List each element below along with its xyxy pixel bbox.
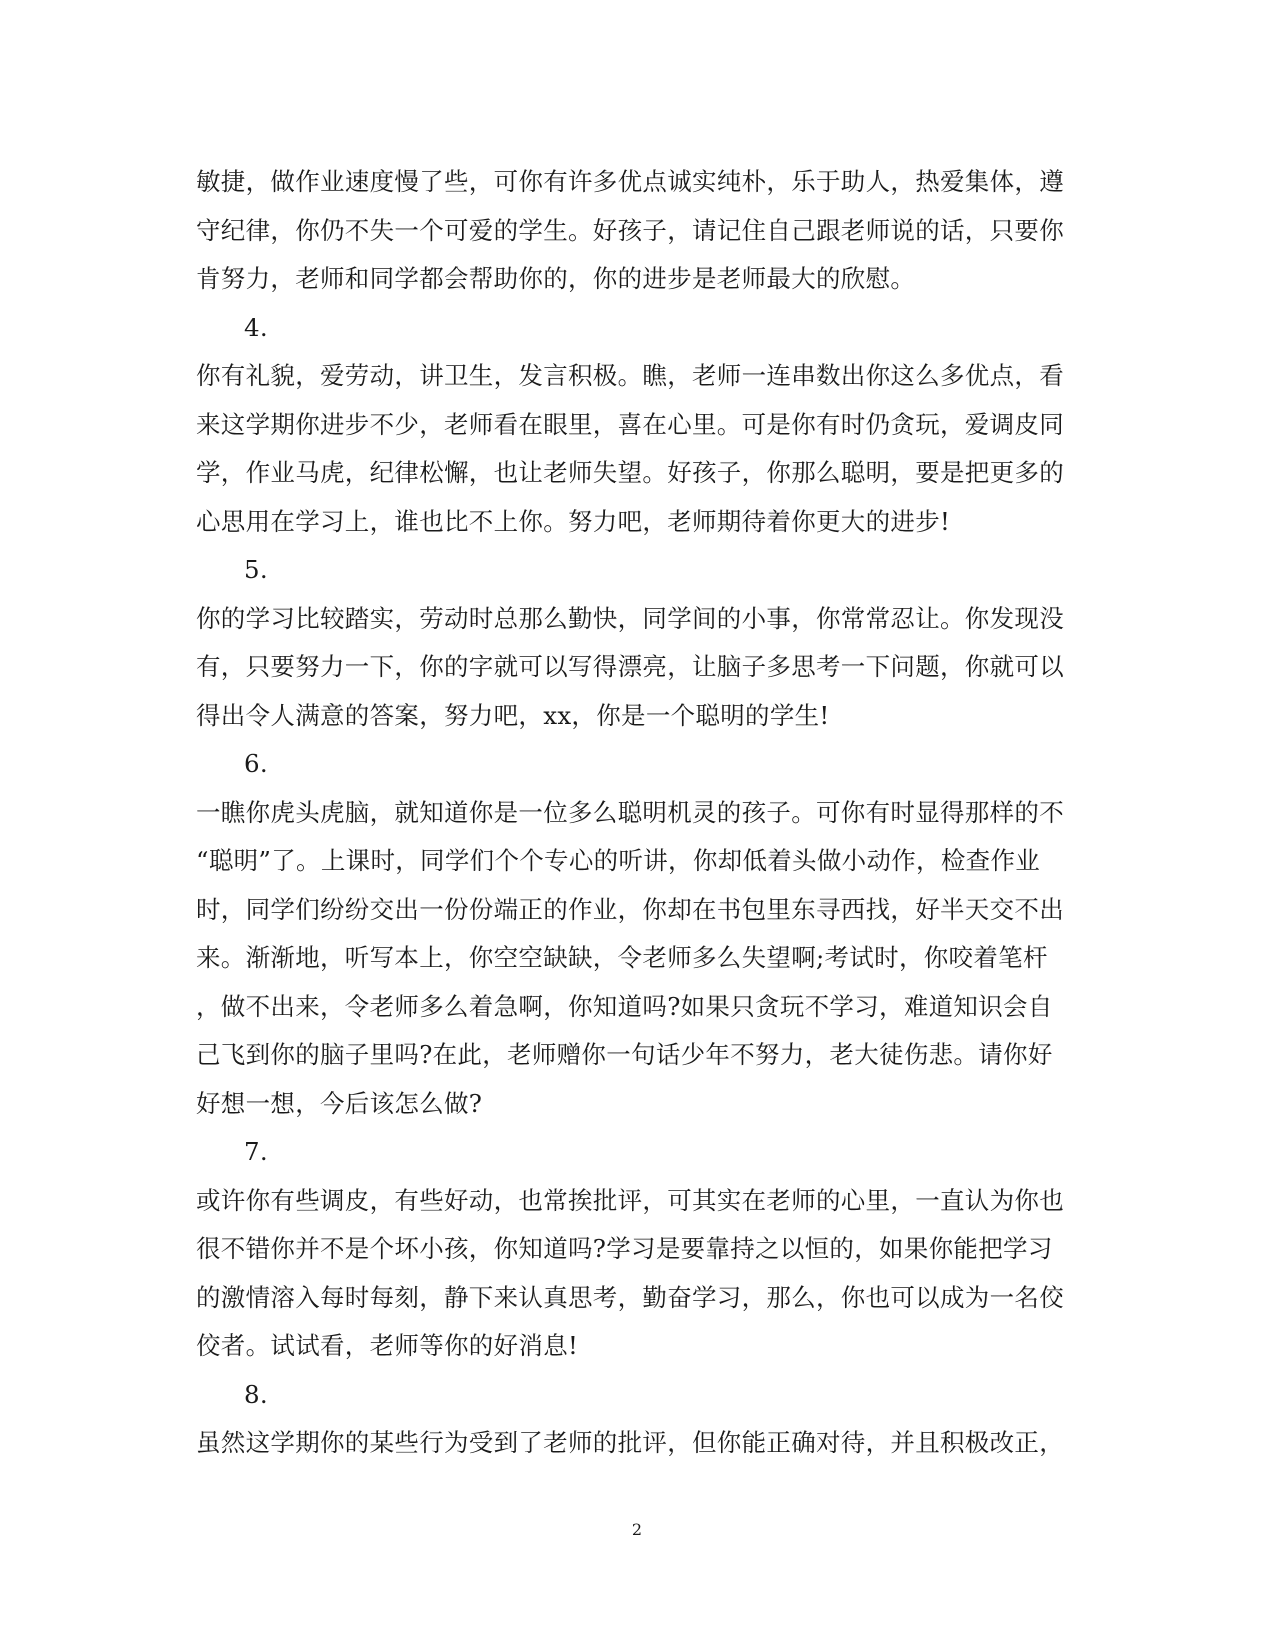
text-line: 很不错你并不是个坏小孩，你知道吗?学习是要靠持之以恒的，如果你能把学习 xyxy=(196,1234,1053,1263)
text-line: 来这学期你进步不少，老师看在眼里，喜在心里。可是你有时仍贪玩，爱调皮同 xyxy=(196,409,1064,439)
text-line: 虽然这学期你的某些行为受到了老师的批评，但你能正确对待，并且积极改正， xyxy=(196,1428,1064,1457)
item-number: 4. xyxy=(244,312,268,342)
text-line: 或许你有些调皮，有些好动，也常挨批评，可其实在老师的心里，一直认为你也 xyxy=(196,1185,1064,1215)
text-line: 一瞧你虎头虎脑，就知道你是一位多么聪明机灵的孩子。可你有时显得那样的不 xyxy=(196,797,1064,827)
text-line: 学，作业马虎，纪律松懈，也让老师失望。好孩子，你那么聪明，要是把更多的 xyxy=(196,458,1064,487)
text-line: 有，只要努力一下，你的字就可以写得漂亮，让脑子多思考一下问题，你就可以 xyxy=(196,652,1064,681)
item-number: 6. xyxy=(244,749,268,778)
text-line: 你有礼貌，爱劳动，讲卫生，发言积极。瞧，老师一连串数出你这么多优点，看 xyxy=(196,361,1064,390)
text-line: “聪明”了。上课时，同学们个个专心的听讲，你却低着头做小动作，检查作业 xyxy=(196,846,1041,875)
text-line: 的激情溶入每时每刻，静下来认真思考，勤奋学习，那么，你也可以成为一名佼 xyxy=(196,1282,1064,1312)
text-line: 来。渐渐地，听写本上，你空空缺缺，令老师多么失望啊;考试时，你咬着笔杆 xyxy=(196,943,1048,972)
body-text xyxy=(196,158,1076,1468)
text-line: 时，同学们纷纷交出一份份端正的作业，你却在书包里东寻西找，好半天交不出 xyxy=(196,894,1064,924)
text-line: 佼者。试试看，老师等你的好消息! xyxy=(196,1331,579,1360)
text-line: 守纪律，你仍不失一个可爱的学生。好孩子，请记住自己跟老师说的话，只要你 xyxy=(196,215,1064,245)
text-line: 己飞到你的脑子里吗?在此，老师赠你一句话少年不努力，老大徒伤悲。请你好 xyxy=(196,1040,1053,1069)
text-line: 心思用在学习上，谁也比不上你。努力吧，老师期待着你更大的进步! xyxy=(196,506,951,536)
text-line: 肯努力，老师和同学都会帮助你的，你的进步是老师最大的欣慰。 xyxy=(196,264,916,293)
text-line: ，做不出来，令老师多么着急啊，你知道吗?如果只贪玩不学习，难道知识会自 xyxy=(196,991,1053,1021)
text-line: 你的学习比较踏实，劳动时总那么勤快，同学间的小事，你常常忍让。你发现没 xyxy=(196,603,1064,633)
item-number: 5. xyxy=(244,555,268,584)
page-number: 2 xyxy=(631,1520,643,1539)
item-number: 7. xyxy=(244,1137,268,1166)
text-line: 好想一想，今后该怎么做? xyxy=(196,1088,483,1118)
text-line: 得出令人满意的答案，努力吧，xx，你是一个聪明的学生! xyxy=(196,700,830,730)
item-number: 8. xyxy=(244,1379,268,1409)
text-line: 敏捷，做作业速度慢了些，可你有许多优点诚实纯朴，乐于助人，热爱集体，遵 xyxy=(196,167,1064,196)
